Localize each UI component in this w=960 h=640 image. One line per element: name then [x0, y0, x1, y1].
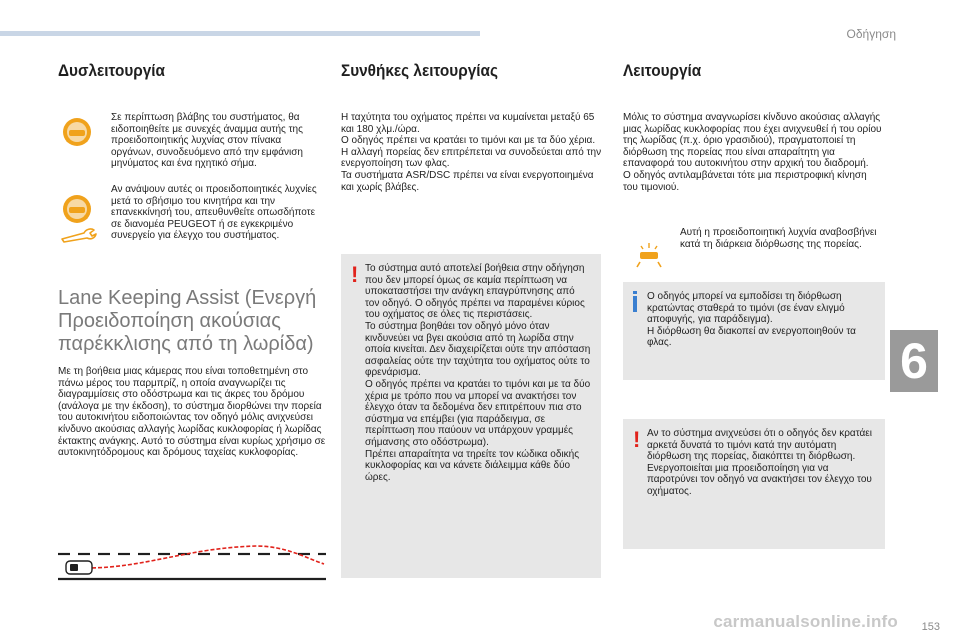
warning-box [341, 254, 601, 578]
info-box [623, 282, 885, 380]
heading-operation: Λειτουργία [623, 62, 702, 80]
info-text [647, 291, 875, 349]
malfunction-para2: Αν ανάψουν αυτές οι προειδοποιητικές λυχνίες μετά το σβήσιμο του κινητήρα και την επανεκκίνησή του, απευθυνθείτε οπωσδήποτε σε διανομέα PEUGEOT ή σε εγκεκριμένο συνεργείο για έλεγχο του συστήματος. [111, 184, 317, 242]
warning-para: Το σύστημα αυτό αποτελεί βοήθεια στην οδήγηση που δεν μπορεί όμως σε καμία περίπτωση να υποκαταστήσει την ανάγκη επαγρύπνησης από τον οδηγό. Ο οδηγός πρέπει να παραμένει κύριος του οχήματος σε όλες τις περιστάσεις. [365, 263, 585, 321]
lane-warning-lamp-icon [62, 194, 92, 224]
malfunction-para1: Σε περίπτωση βλάβης του συστήματος, θα ειδοποιηθείτε με συνεχές άναμμα αυτής της προειδοποιητικής λυχνίας στον πίνακα οργάνων, συνοδευόμενο από την εμφάνιση μηνύματος και ένα ηχητικό σήμα. [111, 112, 303, 170]
condition-line: Ο οδηγός πρέπει να κρατάει το τιμόνι και με τα δύο χέρια. [341, 135, 596, 147]
info-icon-dot [633, 291, 637, 294]
watermark: carmanualsonline.info [713, 612, 898, 631]
operation-text [623, 112, 883, 193]
running-title: Οδήγηση [846, 27, 896, 41]
lane-warning-lamp-icon [62, 117, 92, 147]
condition-line: Η αλλαγή πορείας δεν επιτρέπεται να συνοδεύεται από την ενεργοποίηση των φλας. [341, 146, 602, 170]
chapter-tab: 6 [890, 330, 938, 392]
lka-description: Με τη βοήθεια μιας κάμερας που είναι τοποθετημένη στο πάνω μέρος του παρμπρίζ, η οποία αναγνωρίζει τις διαγραμμίσεις στο οδόστρωμα και τις άκρες του δρόμου (ανάλογα με την έκδοση), το σύστημα διορθώνει την πορεία του αυτοκινήτου ειδοποιώντας τον οδηγό μόλις ανιχνεύσει κίνδυνο ακούσιας αλλαγής λωρίδας κυκλοφορίας ή λωρίδας έκτακτης ανάγκης. Αυτό το σύστημα είναι κυρίως χρήσιμο σε αυτοκινητόδρομους και δρόμους ταχείας κυκλοφορίας. [58, 366, 326, 459]
service-wrench-icon [58, 227, 98, 243]
operation-para: Ο οδηγός αντιλαμβάνεται τότε μια περιστροφική κίνηση του τιμονιού. [623, 169, 867, 193]
operation-para: Μόλις το σύστημα αναγνωρίσει κίνδυνο ακούσιας αλλαγής μιας λωρίδας κυκλοφορίας που έχει ανιχνευθεί ή του ορίου της λωρίδας (π.χ. όριο γρασιδιού), πραγματοποιεί τη διόρθωση της πορείας που είναι απαραίτητη για επαναφορά του αυτοκινήτου στην αρχική του διαδρομή. [623, 112, 882, 170]
warning-exclamation-icon: ! [633, 427, 641, 452]
info-para: Ο οδηγός μπορεί να εμποδίσει τη διόρθωση κρατώντας σταθερά το τιμόνι (σε έναν ελιγμό αποφυγής, για παράδειγμα). [647, 291, 845, 326]
condition-line: Η ταχύτητα του οχήματος πρέπει να κυμαίνεται μεταξύ 65 και 180 χλμ./ώρα. [341, 112, 595, 135]
lane-correction-illustration [56, 538, 328, 582]
warning-para: Πρέπει απαραίτητα να τηρείτε τον κώδικα οδικής κυκλοφορίας και να κάνετε διάλειμμα κάθε δύο ώρες. [365, 448, 580, 483]
heading-malfunction: Δυσλειτουργία [58, 62, 165, 80]
info-para: Η διόρθωση θα διακοπεί αν ενεργοποιηθούν τα φλας. [647, 325, 856, 349]
conditions-text [341, 112, 603, 193]
warning-para: Ο οδηγός πρέπει να κρατάει το τιμόνι και με τα δύο χέρια με τρόπο που να μπορεί να ανακτήσει τον έλεγχο όταν τα δεδομένα δεν επιτρέπουν πια στο σύστημα να επέμβει (για παράδειγμα, σε περίπτωση που παύουν να υπάρχουν γραμμές σήμανσης στο οδόστρωμα). [365, 378, 591, 448]
lamp-description: Αυτή η προειδοποιητική λυχνία αναβοσβήνει κατά τη διάρκεια διόρθωσης της πορείας. [680, 227, 877, 250]
warning-box-2 [623, 419, 885, 549]
warning-para: Το σύστημα βοηθάει τον οδηγό μόνο όταν κινδυνεύει να βγει ακούσια από τη λωρίδα στην οποία κινείται. Δεν διαχειρίζεται ούτε την απόσταση ασφαλείας ούτε την ταχύτητα του οχήματος ούτε το φρενάρισμα. [365, 320, 591, 379]
condition-line: Τα συστήματα ASR/DSC πρέπει να είναι ενεργοποιημένα και χωρίς βλάβες. [341, 169, 594, 193]
lane-correction-lamp-icon [634, 240, 664, 270]
warning-text [365, 263, 591, 483]
header-rule [0, 31, 480, 36]
heading-operating-conditions: Συνθήκες λειτουργίας [341, 62, 498, 80]
page-number: 153 [921, 621, 940, 633]
warning-exclamation-icon: ! [351, 262, 359, 287]
warning-text-2: Αν το σύστημα ανιχνεύσει ότι ο οδηγός δεν κρατάει αρκετά δυνατά το τιμόνι κατά την αυτόματη διόρθωση της πορείας, διακόπτει τη διόρθωση. Ενεργοποιείται μια προειδοποίηση για να παροτρύνει τον οδηγό να ανακτήσει τον έλεγχο του οχήματος. [647, 428, 872, 497]
lka-title: Lane Keeping Assist (Ενεργή Προειδοποίηση ακούσιας παρέκκλισης από τη λωρίδα) [58, 287, 317, 355]
info-icon [633, 296, 637, 312]
